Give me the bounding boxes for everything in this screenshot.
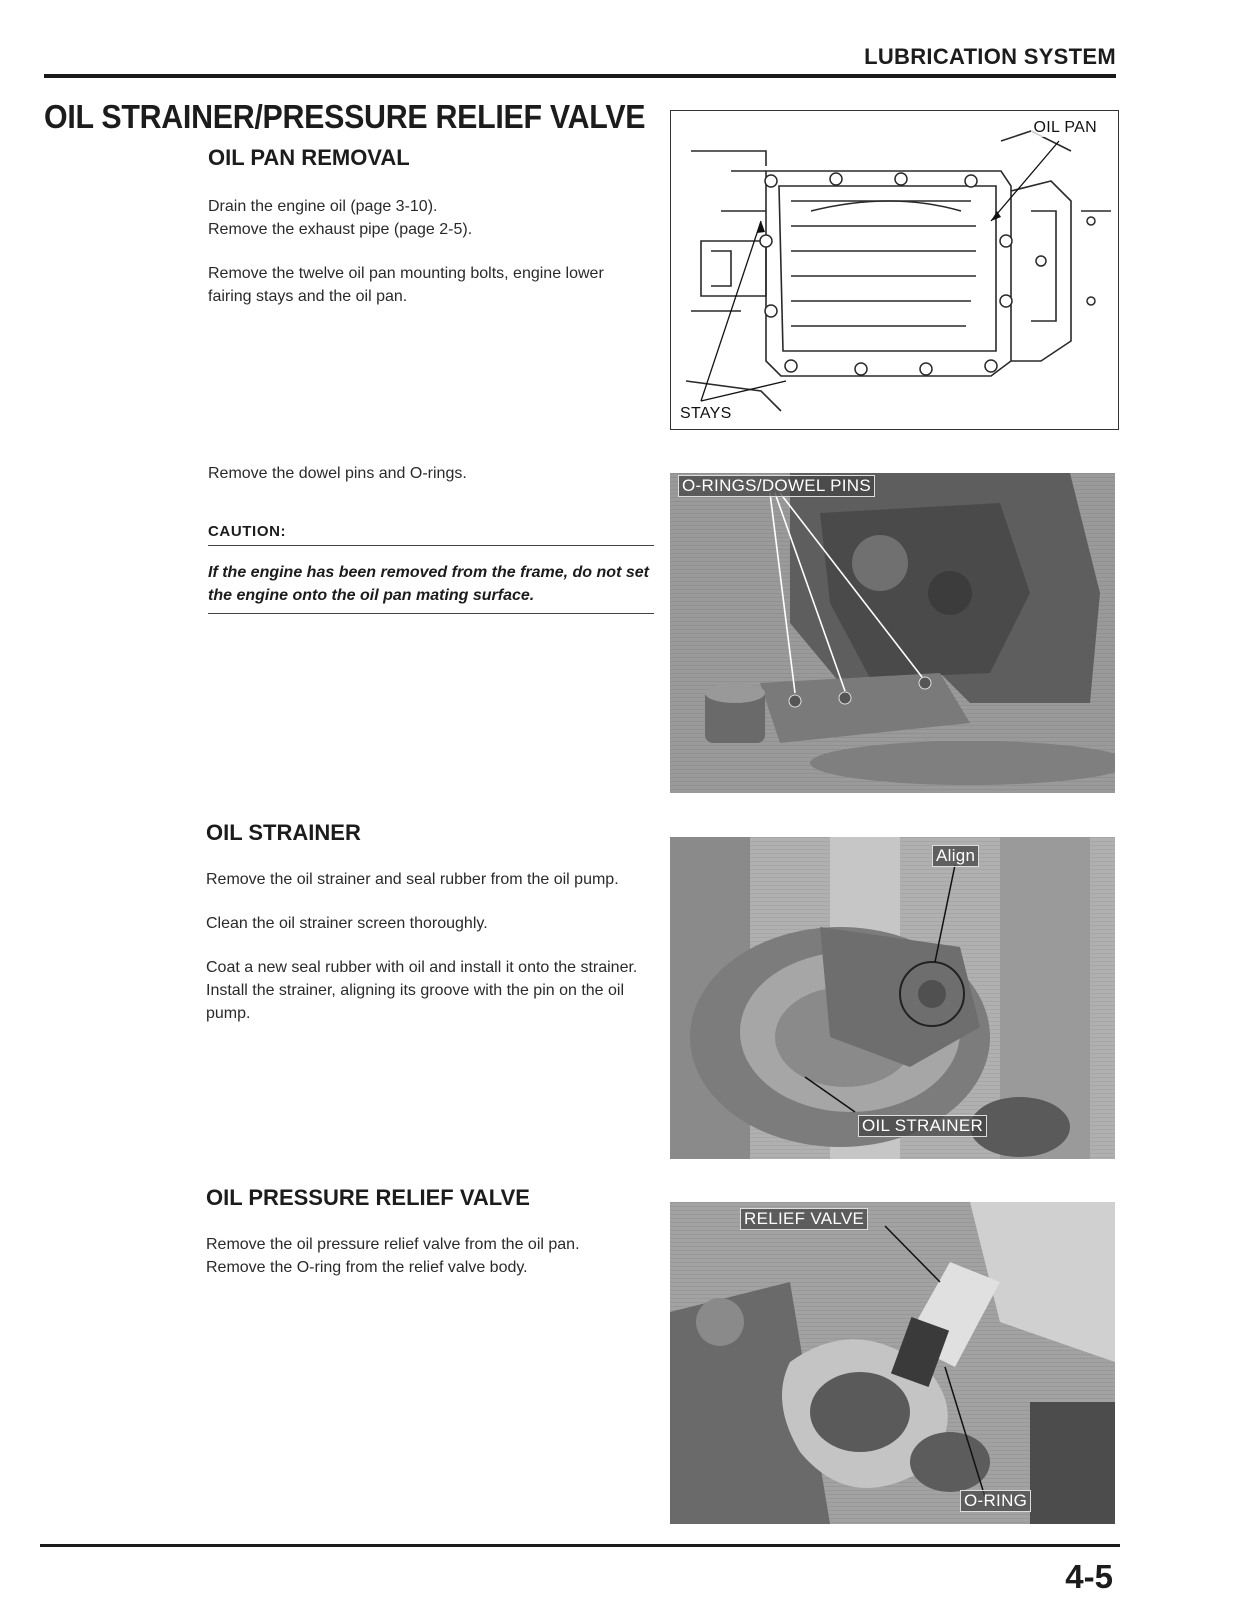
step-remove-strainer: Remove the oil strainer and seal rubber from the oil pump. — [206, 871, 619, 888]
caution-label: CAUTION: — [208, 523, 287, 540]
align-label: Align — [932, 845, 979, 867]
oil-pan-removal-heading: OIL PAN REMOVAL — [208, 145, 410, 170]
caution-text: If the engine has been removed from the frame, do not set the engine onto the oil pan mating surface. — [208, 564, 649, 604]
step-clean-strainer: Clean the oil strainer screen thoroughly. — [206, 915, 488, 932]
footer-rule — [40, 1544, 1120, 1547]
step-install-strainer: Install the strainer, aligning its groove with the pin on the oil pump. — [206, 982, 625, 1022]
step-remove-oring: Remove the O-ring from the relief valve body. — [206, 1259, 528, 1276]
step-remove-exhaust: Remove the exhaust pipe (page 2-5). — [208, 221, 473, 238]
caution-rule-bottom — [208, 613, 654, 614]
stays-label: STAYS — [677, 405, 735, 423]
relief-valve-label: RELIEF VALVE — [740, 1208, 868, 1230]
step-remove-valve: Remove the oil pressure relief valve from the oil pan. — [206, 1236, 580, 1253]
header-rule — [44, 74, 1116, 78]
oil-pan-removal-steps — [208, 195, 648, 329]
dowel-pins-photo — [670, 473, 1115, 793]
step-coat-seal: Coat a new seal rubber with oil and install it onto the strainer. — [206, 959, 638, 976]
caution-rule-top — [208, 545, 654, 546]
oil-strainer-image — [670, 837, 1115, 1159]
page-number: 4-5 — [1065, 1558, 1113, 1595]
relief-valve-heading: OIL PRESSURE RELIEF VALVE — [206, 1185, 530, 1210]
oil-strainer-label: OIL STRAINER — [858, 1115, 987, 1137]
relief-valve-steps — [206, 1233, 646, 1279]
step-remove-bolts: Remove the twelve oil pan mounting bolts, engine lower fairing stays and the oil pan. — [208, 265, 604, 305]
oil-pan-diagram — [670, 110, 1119, 430]
oring-label: O-RING — [960, 1490, 1031, 1512]
relief-valve-photo — [670, 1202, 1115, 1524]
orings-dowel-pins-label: O-RINGS/DOWEL PINS — [678, 475, 875, 497]
step-remove-dowel: Remove the dowel pins and O-rings. — [208, 465, 467, 482]
oil-strainer-heading: OIL STRAINER — [206, 820, 361, 845]
oil-pan-label: OIL PAN — [1031, 119, 1100, 137]
dowel-pins-image — [670, 473, 1115, 793]
step-drain-oil: Drain the engine oil (page 3-10). — [208, 198, 438, 215]
oil-pan-drawing — [671, 111, 1118, 429]
relief-valve-image — [670, 1202, 1115, 1524]
oil-strainer-steps — [206, 868, 646, 1046]
oil-strainer-photo — [670, 837, 1115, 1159]
page-title: OIL STRAINER/PRESSURE RELIEF VALVE — [44, 98, 646, 135]
section-header: LUBRICATION SYSTEM — [864, 44, 1116, 69]
